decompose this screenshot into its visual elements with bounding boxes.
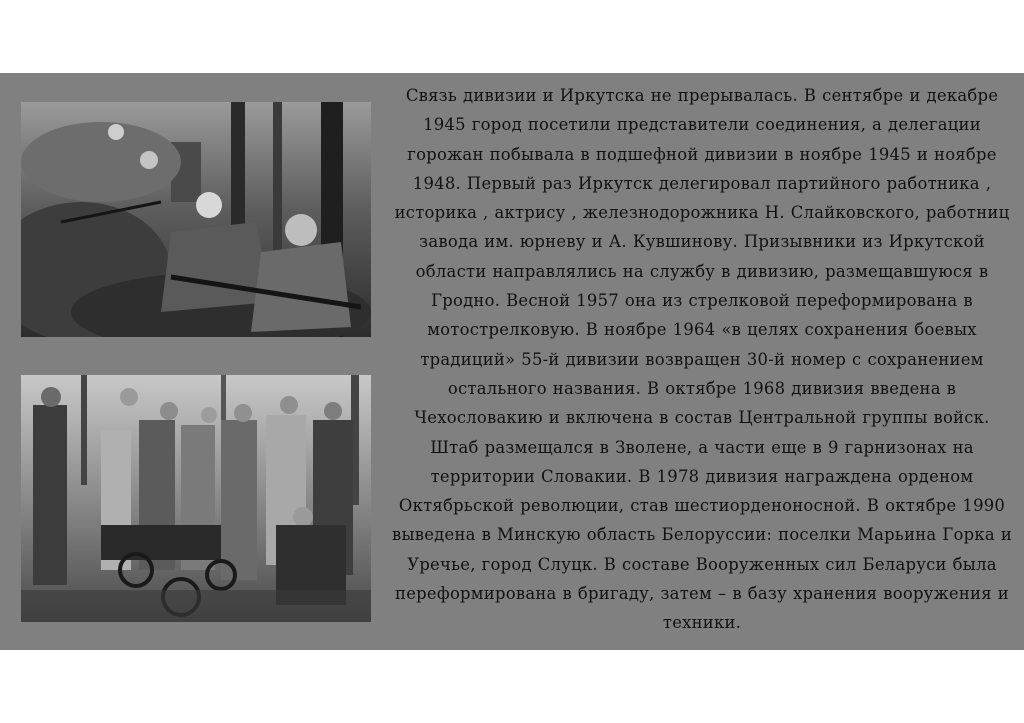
photo-partisans-group [21,375,371,622]
slide-panel [0,73,1024,650]
body-text: Связь дивизии и Иркутска не прерывалась. В сентябре и декабре 1945 город посетили представители соединения, а делегации горожан побывала в подшефной дивизии в ноябре 1945 и ноябре 1948. Первый раз Иркутск делегировал партийного работника , историка , актрису , железнодорожника Н. Слайковского, работниц завода им. юрневу и А. Кувшинову. Призывники из Иркутской области направлялись на службу в дивизию, размещавшуюся в Гродно. Весной 1957 она из стрелковой переформирована в мотострелковую. В ноябре 1964 «в целях сохранения боевых традиций» 55-й дивизии возвращен 30-й номер с сохранением остального названия. В октябре 1968 дивизия введена в Чехословакию и включена в состав Центральной группы войск. Штаб размещался в Зволене, а части еще в 9 гарнизонах на территории Словакии. В 1978 дивизия награждена орденом Октябрьской революции, став шестиорденоносной. В октябре 1990 выведена в Минскую область Белоруссии: поселки Марьина Горка и Уречье, город Слуцк. В составе Вооруженных сил Беларуси была переформирована в бригаду, затем – в базу хранения вооружения и техники. [391,86,1013,633]
photo-soldiers-in-forest [21,102,371,337]
